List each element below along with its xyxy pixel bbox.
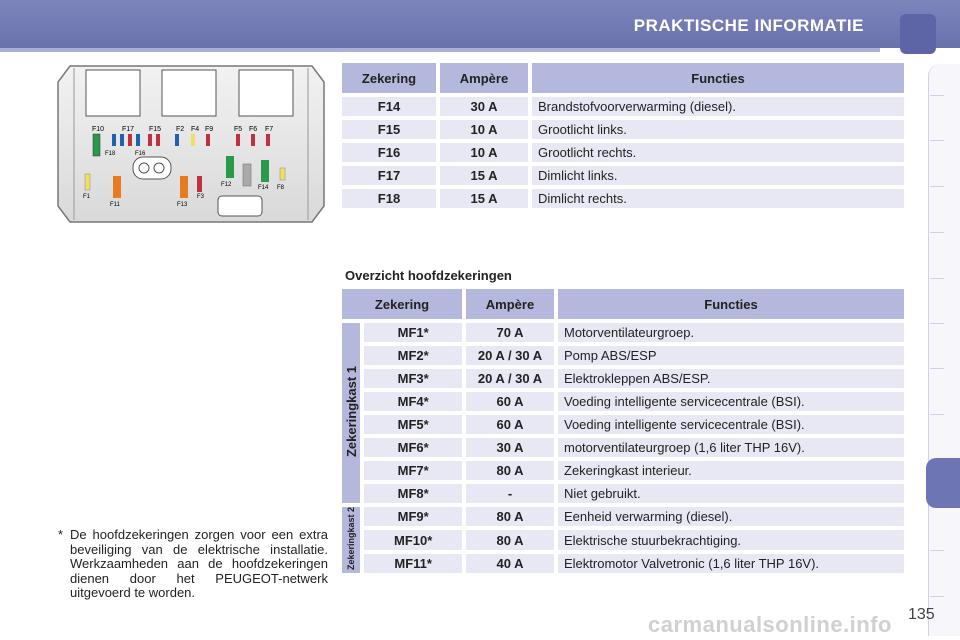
fuse-function: Eenheid verwarming (diesel). [558,507,904,526]
fuse-id: MF10* [364,530,462,549]
side-tick [930,232,944,233]
table-row [342,461,904,480]
table-header-row [342,63,904,93]
fuse-label: F6 [249,126,258,133]
fuse-label: F4 [191,126,200,133]
fuse-id: MF5* [364,415,462,434]
group-label: Zekeringkast 2 [346,507,357,571]
fuse-function: motorventilateurgroep (1,6 liter THP 16V). [558,438,904,457]
page-header [0,0,960,48]
fuse-function: Dimlicht rechts. [532,189,904,208]
table-row [342,346,904,365]
side-tick [930,550,944,551]
fuse-id: MF9* [364,507,462,526]
watermark: carmanualsonline.info [648,612,892,637]
fuse-label: F11 [110,202,120,208]
fuse-label: F14 [258,185,269,191]
footnote-text: De hoofdzekeringen zorgen voor een extra beveiliging van de elektrische installatie. Werkzaamheden aan de hoofdzekeringen dienen door het PEUGEOT-netwerk uitgevoerd te worden. [70,527,328,600]
main-fuse-table [338,285,908,577]
page-number: 135 [908,606,935,623]
column-header: Ampère [440,63,528,93]
fuse-id: MF11* [364,554,462,573]
group-label: Zekeringkast 1 [343,365,359,458]
fusebox-diagram [56,64,326,224]
fuse-amps: 60 A [466,415,554,434]
footnote-marker: * [58,527,64,542]
fuse-label: F18 [105,151,116,157]
column-header: Functies [558,289,904,319]
fuse-function: Voeding intelligente servicecentrale (BSI). [558,415,904,434]
fuse-id: MF6* [364,438,462,457]
fuse-label: F13 [177,202,188,208]
side-tick [930,140,944,141]
table-row [342,369,904,388]
fuse-label: F7 [265,126,274,133]
fuse-amps: 30 A [466,438,554,457]
header-underline [0,48,880,52]
header-title: PRAKTISCHE INFORMATIE [633,16,864,35]
fuse-label: F5 [234,126,243,133]
side-tick [930,278,944,279]
fuse-label: F3 [197,194,205,200]
fuse-function: Dimlicht links. [532,166,904,185]
fuse-amps: 80 A [466,507,554,526]
fuse-id: MF1* [364,323,462,342]
fuse-label: F8 [277,185,285,191]
side-tab-active[interactable] [926,458,960,508]
side-tick [930,323,944,324]
fuse-amps: 60 A [466,392,554,411]
fuse-amps: 70 A [466,323,554,342]
table-header-row [342,289,904,319]
column-header: Zekering [342,289,462,319]
table-row [342,166,904,185]
side-tick [930,186,944,187]
chapter-number: 9 [910,18,926,49]
fuse-label: F16 [135,151,146,157]
table-row [342,554,904,573]
fuse-function: Grootlicht links. [532,120,904,139]
fuse-function: Zekeringkast interieur. [558,461,904,480]
fuse-table [338,59,908,212]
side-tick [930,95,944,96]
footnote [58,528,328,601]
fuse-amps: 15 A [440,166,528,185]
fuse-amps: 10 A [440,120,528,139]
fuse-label: F10 [92,126,105,133]
fuse-amps: - [466,484,554,503]
fuse-id: F15 [342,120,436,139]
fuse-id: MF8* [364,484,462,503]
fuse-id: MF3* [364,369,462,388]
column-header: Zekering [342,63,436,93]
fuse-label: F17 [122,126,135,133]
fuse-amps: 80 A [466,461,554,480]
table-row [342,323,904,342]
fuse-function: Niet gebruikt. [558,484,904,503]
fuse-function: Elektrische stuurbekrachtiging. [558,530,904,549]
fuse-amps: 15 A [440,189,528,208]
fuse-amps: 30 A [440,97,528,116]
table-row [342,392,904,411]
fuse-amps: 10 A [440,143,528,162]
fuse-amps: 20 A / 30 A [466,346,554,365]
fuse-function: Elektromotor Valvetronic (1,6 liter THP 16V). [558,554,904,573]
fuse-function: Voeding intelligente servicecentrale (BSI). [558,392,904,411]
fuse-amps: 80 A [466,530,554,549]
column-header: Functies [532,63,904,93]
fuse-amps: 20 A / 30 A [466,369,554,388]
section-title: Overzicht hoofdzekeringen [345,268,512,283]
fuse-id: F18 [342,189,436,208]
table-row [342,97,904,116]
fuse-id: F16 [342,143,436,162]
column-header: Ampère [466,289,554,319]
table-row [342,120,904,139]
fuse-function: Motorventilateurgroep. [558,323,904,342]
table-row [342,507,904,526]
fuse-function: Elektrokleppen ABS/ESP. [558,369,904,388]
group-label-box-1 [342,323,360,503]
group-label-box-2 [342,507,360,573]
fuse-id: MF4* [364,392,462,411]
fuse-id: F17 [342,166,436,185]
fuse-id: MF2* [364,346,462,365]
table-row [342,530,904,549]
fuse-amps: 40 A [466,554,554,573]
fuse-label: F12 [221,182,232,188]
fuse-label: F2 [176,126,185,133]
side-tick [930,596,944,597]
fuse-function: Pomp ABS/ESP [558,346,904,365]
fuse-function: Grootlicht rechts. [532,143,904,162]
table-row [342,438,904,457]
fuse-label: F15 [149,126,162,133]
side-tick [930,414,944,415]
table-row [342,484,904,503]
fuse-function: Brandstofvoorverwarming (diesel). [532,97,904,116]
side-tick [930,368,944,369]
fuse-label: F9 [205,126,214,133]
table-row [342,189,904,208]
fuse-id: MF7* [364,461,462,480]
table-row [342,415,904,434]
fuse-label: F1 [83,194,91,200]
fuse-id: F14 [342,97,436,116]
table-row [342,143,904,162]
